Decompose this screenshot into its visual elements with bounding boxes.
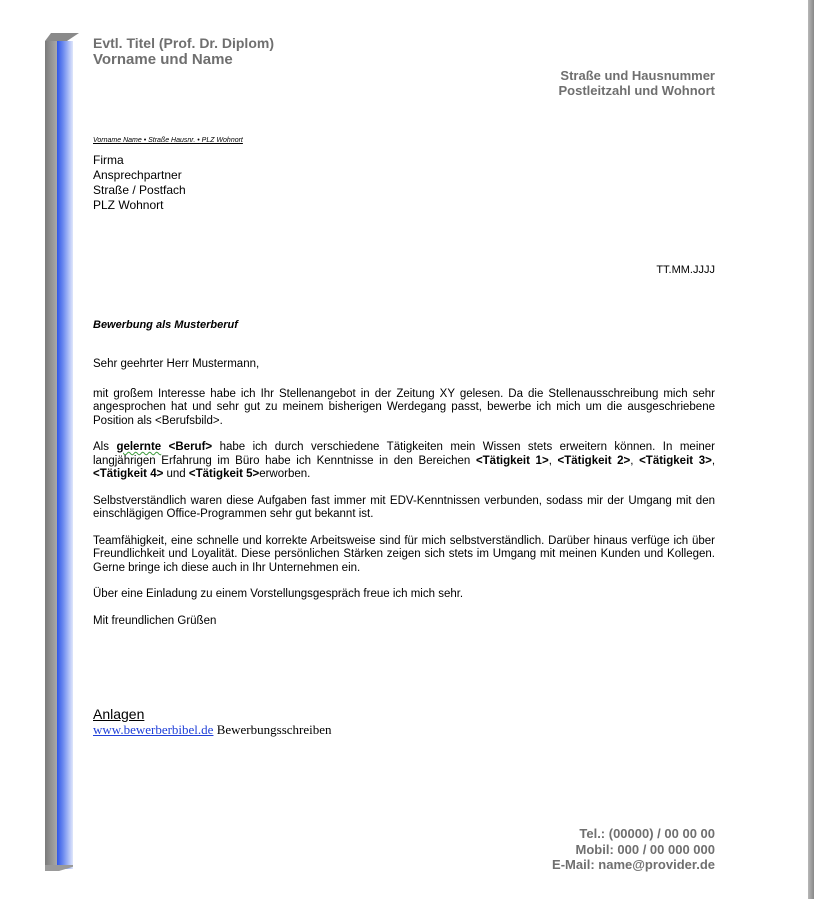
recipient-company: Firma	[93, 153, 124, 167]
return-address-line: Vorname Name • Straße Hausnr. • PLZ Wohnort	[93, 137, 243, 144]
contact-email: E-Mail: name@provider.de	[552, 857, 715, 872]
side-bar-shadow	[45, 41, 57, 869]
closing: Mit freundlichen Grüßen	[93, 614, 217, 627]
contact-block	[552, 826, 715, 873]
placeholder-task-4: <Tätigkeit 4>	[93, 468, 164, 480]
paragraph-experience	[93, 441, 715, 482]
text-segment: Als	[93, 441, 117, 453]
recipient-city: PLZ Wohnort	[93, 198, 164, 212]
website-link[interactable]: www.bewerberbibel.de	[93, 722, 214, 737]
placeholder-task-5: <Tätigkeit 5>	[188, 468, 260, 480]
salutation: Sehr geehrter Herr Mustermann,	[93, 358, 260, 370]
text-segment: ,	[548, 454, 558, 467]
paragraph-soft-skills: Teamfähigkeit, eine schnelle und korrekte Arbeitsweise sind für mich selbstverständlich. Darüber hinaus verfüge ich über Freundlichkeit und Loyalität. Diese persönlichen Stärken zeigen sich stets im Umgang mit meinen Kunden und Kollegen. Gerne bringe ich diese auch in Ihr Unternehmen ein.	[93, 534, 715, 574]
contact-phone: Tel.: (00000) / 00 00 00	[579, 826, 715, 841]
sender-address	[559, 68, 715, 98]
side-bar-bottom	[45, 865, 73, 871]
recipient-street: Straße / Postfach	[93, 183, 186, 197]
placeholder-task-2: <Tätigkeit 2>	[557, 454, 631, 467]
sender-city: Postleitzahl und Wohnort	[558, 83, 715, 98]
text-segment: und	[163, 468, 189, 480]
text-segment: ,	[630, 454, 640, 467]
placeholder-beruf: <Beruf>	[168, 441, 213, 453]
contact-mobile: Mobil: 000 / 00 000 000	[575, 841, 715, 857]
side-bar-blue	[57, 41, 73, 869]
sender-name: Vorname und Name	[93, 51, 233, 68]
letter-date: TT.MM.JJJJ	[656, 264, 715, 276]
text-segment: erworben.	[259, 468, 311, 480]
paragraph-invitation: Über eine Einladung zu einem Vorstellungsgespräch freue ich mich sehr.	[93, 588, 464, 600]
attachments-suffix: Bewerbungsschreiben	[213, 722, 332, 737]
recipient-address	[93, 153, 186, 213]
spellcheck-word: gelernte	[116, 441, 162, 453]
text-segment: ,	[711, 454, 716, 467]
letter-subject: Bewerbung als Musterberuf	[93, 319, 238, 331]
placeholder-task-1: <Tätigkeit 1>	[475, 454, 549, 467]
text-segment: habe ich durch verschiedene Tätigkeiten mein Wissen stets erweitern können. In meiner langjährigen Erfahrung im Büro habe ich Kenntnisse in den Bereichen	[93, 441, 716, 467]
letter-body	[93, 358, 715, 641]
sender-street: Straße und Hausnummer	[560, 68, 715, 83]
recipient-contact: Ansprechpartner	[93, 168, 182, 182]
sender-title: Evtl. Titel (Prof. Dr. Diplom)	[93, 35, 274, 51]
page-edge-shadow	[808, 0, 814, 899]
attachments-heading: Anlagen	[93, 706, 145, 722]
paragraph-it-skills: Selbstverständlich waren diese Aufgaben fast immer mit EDV-Kenntnissen verbunden, sodass mir der Umgang mit den einschlägigen Office-Programmen sehr gut bekannt ist.	[93, 494, 715, 520]
placeholder-task-3: <Tätigkeit 3>	[639, 454, 712, 467]
text-segment	[161, 441, 168, 453]
side-bar-top	[45, 33, 79, 41]
attachments-line	[93, 722, 332, 738]
paragraph-intro: mit großem Interesse habe ich Ihr Stellenangebot in der Zeitung XY gelesen. Da die Stellenausschreibung mich sehr angesprochen hat und sehr gut zu meinem bisherigen Werdegang passt, bewerbe ich mich um die ausgeschriebene Position als <Berufsbild>.	[93, 387, 715, 427]
decorative-side-bar	[45, 33, 75, 869]
